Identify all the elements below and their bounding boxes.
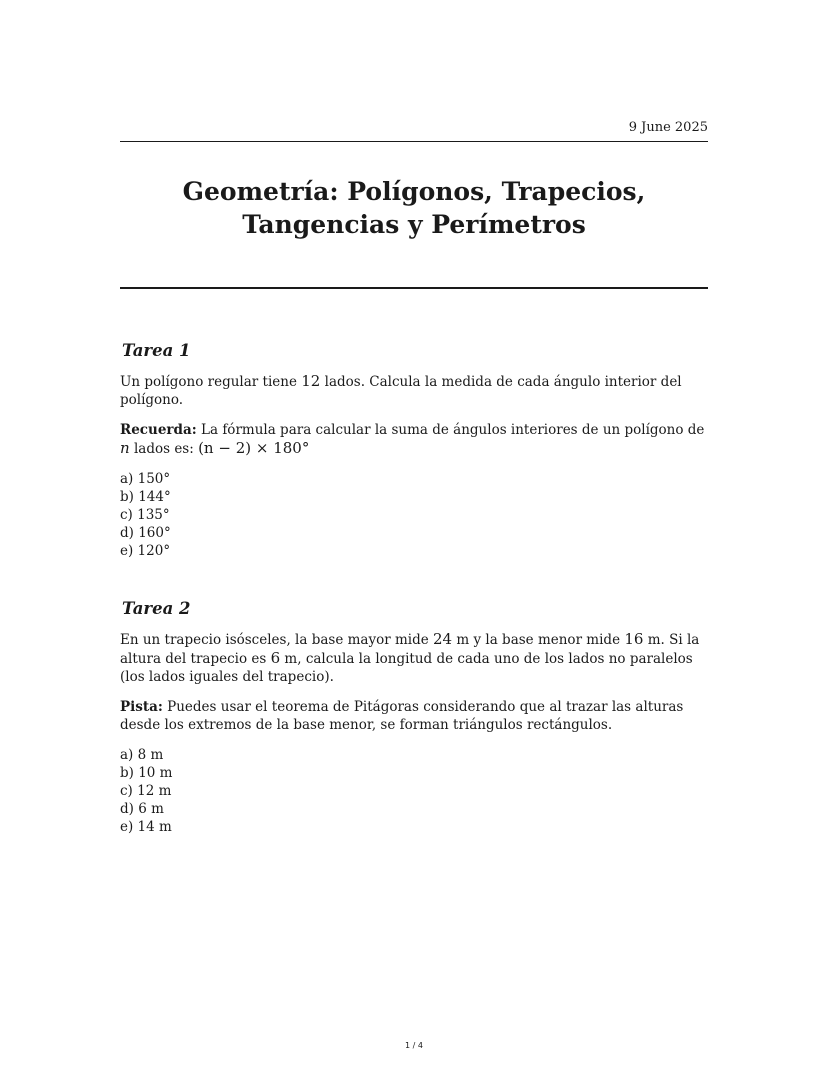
- answer-options: [120, 470, 708, 560]
- option-a: a) 150°: [120, 471, 171, 487]
- task-heading: Tarea 2: [122, 599, 191, 618]
- option-d: d) 6 m: [120, 801, 164, 817]
- task-hint: Recuerda: La fórmula para calcular la suma de ángulos interiores de un polígono de n lados es: (n − 2) × 180°: [120, 422, 705, 457]
- option-c: c) 135°: [120, 507, 170, 523]
- document-date: 9 June 2025: [628, 120, 708, 135]
- option-a: a) 8 m: [120, 747, 164, 763]
- task-2: [120, 600, 708, 836]
- answer-options: [120, 746, 708, 836]
- option-b: b) 144°: [120, 489, 171, 505]
- option-d: d) 160°: [120, 525, 171, 541]
- option-c: c) 12 m: [120, 783, 172, 799]
- page-number: 1 / 4: [405, 1041, 423, 1050]
- option-b: b) 10 m: [120, 765, 173, 781]
- task-question: En un trapecio isósceles, la base mayor mide 24 m y la base menor mide 16 m. Si la altura del trapecio es 6 m, calcula la longitud de cada uno de los lados no paralelos (los lados iguales del trapecio).: [120, 630, 700, 685]
- task-hint: Pista: Puedes usar el teorema de Pitágoras considerando que al trazar las alturas desde los extremos de la base menor, se forman triángulos rectángulos.: [120, 699, 684, 733]
- task-heading: Tarea 1: [122, 341, 191, 360]
- option-e: e) 120°: [120, 543, 171, 559]
- title-rule: [120, 287, 708, 289]
- top-rule: [120, 141, 708, 142]
- task-question: Un polígono regular tiene 12 lados. Calcula la medida de cada ángulo interior del polígono.: [120, 372, 682, 408]
- task-1: [120, 342, 708, 560]
- document-title: Geometría: Polígonos, Trapecios, Tangencias y Perímetros: [182, 177, 646, 239]
- option-e: e) 14 m: [120, 819, 172, 835]
